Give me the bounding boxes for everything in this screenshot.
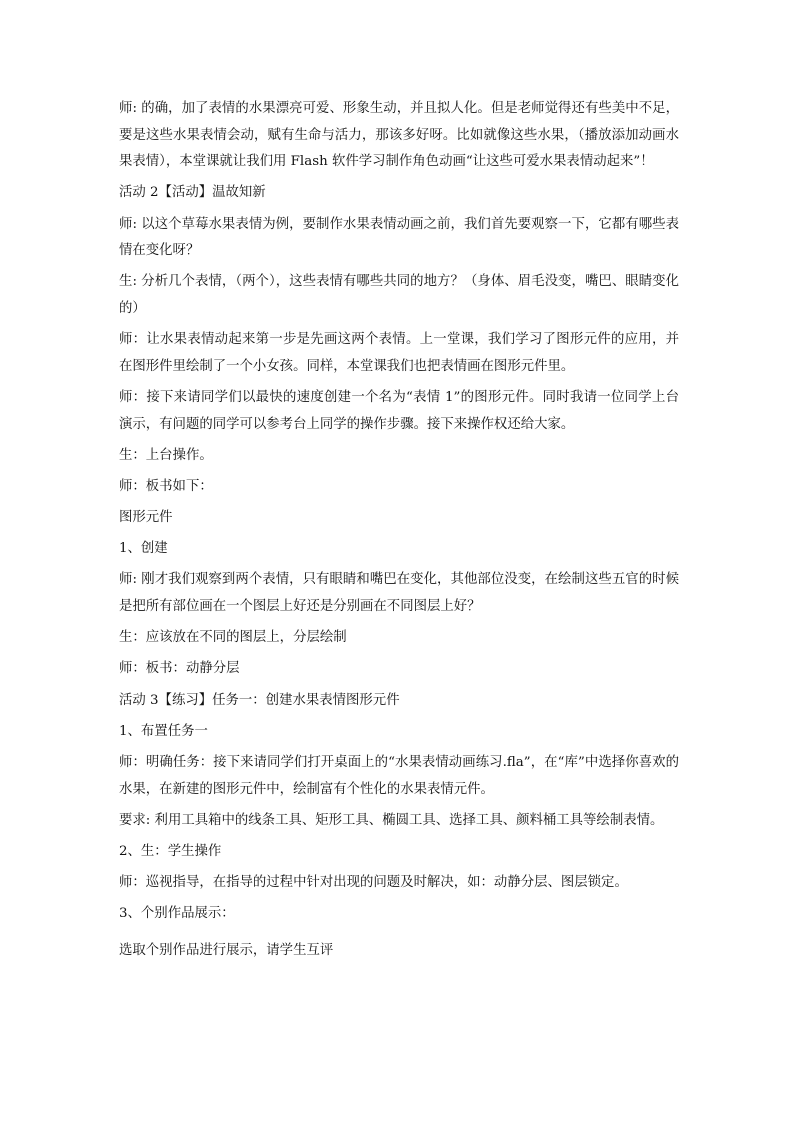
heading-activity-2: 活动 2【活动】温故知新 xyxy=(119,185,266,201)
paragraph-graphic-symbol: 图形元件 xyxy=(119,510,173,526)
paragraph-board-layers: 师：板书：动静分层 xyxy=(119,661,240,677)
paragraph-create: 1、创建 xyxy=(119,541,168,557)
paragraph-peer-review: 选取个别作品进行展示，请学生互评 xyxy=(119,942,334,958)
paragraph-board-writing: 师：板书如下： xyxy=(119,478,213,494)
paragraph-showcase: 3、个别作品展示： xyxy=(119,906,235,922)
document-page xyxy=(119,96,679,969)
paragraph-student-analysis: 生: 分析几个表情，（两个），这些表情有哪些共同的地方？（身体、眉毛没变，嘴巴、眼睛变化的） xyxy=(119,274,679,316)
paragraph-teacher-task: 师：明确任务：接下来请同学们打开桌面上的“水果表情动画练习.fla”，在“库”中选择你喜欢的水果，在新建的图形元件中，绘制富有个性化的水果表情元件。 xyxy=(119,754,679,797)
paragraph-requirements: 要求: 利用工具箱中的线条工具、矩形工具、椭圆工具、选择工具、颜料桶工具等绘制表情。 xyxy=(119,812,664,828)
paragraph-student-practice: 2、生：学生操作 xyxy=(119,843,222,859)
paragraph-teacher-create-symbol: 师：接下来请同学们以最快的速度创建一个名为“表情 1”的图形元件。同时我请一位同学上台演示，有问题的同学可以参考台上同学的操作步骤。接下来操作权还给大家。 xyxy=(119,389,679,432)
paragraph-assign-task: 1、布置任务一 xyxy=(119,723,208,739)
paragraph-student-layers-answer: 生：应该放在不同的图层上，分层绘制 xyxy=(119,630,347,646)
paragraph-teacher-guidance: 师：巡视指导，在指导的过程中针对出现的问题及时解决，如：动静分层、图层锁定。 xyxy=(119,875,628,891)
paragraph-teacher-layers-question: 师: 刚才我们观察到两个表情，只有眼睛和嘴巴在变化，其他部位没变，在绘制这些五官的时候是把所有部位画在一个图层上好还是分别画在不同图层上好？ xyxy=(119,572,679,615)
paragraph-student-operate: 生：上台操作。 xyxy=(119,447,213,463)
paragraph-teacher-first-step: 师：让水果表情动起来第一步是先画这两个表情。上一堂课，我们学习了图形元件的应用，并在图形件里绘制了一个小女孩。同样，本堂课我们也把表情画在图形元件里。 xyxy=(119,332,679,374)
paragraph-intro: 师: 的确，加了表情的水果漂亮可爱、形象生动，并且拟人化。但是老师觉得还有些美中不足，要是这些水果表情会动，赋有生命与活力，那该多好呀。比如就像这些水果，（播放添加动画水果表情），本堂课就让我们用 Flash 软件学习制作角色动画“让这些可爱水果表情动起来”！ xyxy=(119,101,679,170)
heading-activity-3: 活动 3【练习】任务一：创建水果表情图形元件 xyxy=(119,692,400,708)
paragraph-teacher-observe: 师: 以这个草莓水果表情为例，要制作水果表情动画之前，我们首先要观察一下，它都有哪些表情在变化呀？ xyxy=(119,216,679,259)
